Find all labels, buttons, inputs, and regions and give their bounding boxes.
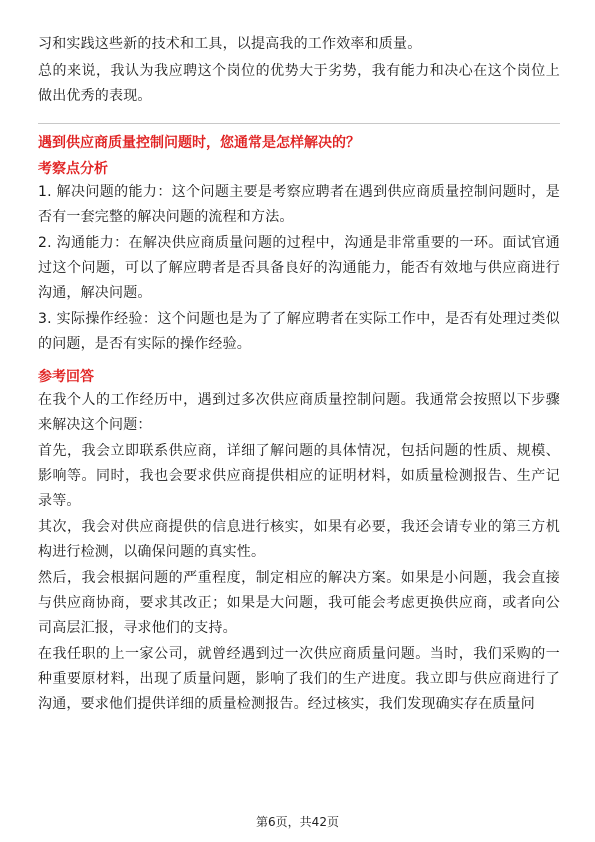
analysis-item: 2. 沟通能力：在解决供应商质量问题的过程中，沟通是非常重要的一环。面试官通过这个问题，可以了解应聘者是否具备良好的沟通能力，能否有效地与供应商进行沟通，解决问题。 (38, 235, 560, 301)
question-heading: 遇到供应商质量控制问题时，您通常是怎样解决的？ (38, 135, 360, 151)
section-divider (38, 123, 560, 124)
page-number: 第6页，共42页 (256, 815, 339, 829)
intro-paragraph: 总的来说，我认为我应聘这个岗位的优势大于劣势，我有能力和决心在这个岗位上做出优秀的表现。 (38, 63, 560, 104)
analysis-section (38, 180, 560, 357)
intro-paragraph: 习和实践这些新的技术和工具，以提高我的工作效率和质量。 (38, 36, 422, 52)
answer-paragraph: 在我任职的上一家公司，就曾经遇到过一次供应商质量问题。当时，我们采购的一种重要原材料，出现了质量问题，影响了我们的生产进度。我立即与供应商进行了沟通，要求他们提供详细的质量检测报告。经过核实，我们发现确实存在质量问 (38, 646, 560, 712)
analysis-item: 3. 实际操作经验：这个问题也是为了了解应聘者在实际工作中，是否有处理过类似的问题，是否有实际的操作经验。 (38, 311, 560, 352)
answer-paragraph: 在我个人的工作经历中，遇到过多次供应商质量控制问题。我通常会按照以下步骤来解决这个问题： (38, 392, 560, 433)
intro-section (38, 32, 560, 109)
answer-heading: 参考回答 (38, 369, 94, 385)
analysis-heading: 考察点分析 (38, 161, 108, 177)
answer-paragraph: 首先，我会立即联系供应商，详细了解问题的具体情况，包括问题的性质、规模、影响等。同时，我也会要求供应商提供相应的证明材料，如质量检测报告、生产记录等。 (38, 443, 560, 509)
answer-paragraph: 然后，我会根据问题的严重程度，制定相应的解决方案。如果是小问题，我会直接与供应商协商，要求其改正；如果是大问题，我可能会考虑更换供应商，或者向公司高层汇报，寻求他们的支持。 (38, 570, 560, 636)
answer-paragraph: 其次，我会对供应商提供的信息进行核实，如果有必要，我还会请专业的第三方机构进行检测，以确保问题的真实性。 (38, 519, 560, 560)
answer-section (38, 388, 560, 717)
page-content (38, 32, 560, 718)
analysis-item: 1. 解决问题的能力：这个问题主要是考察应聘者在遇到供应商质量控制问题时，是否有一套完整的解决问题的流程和方法。 (38, 184, 560, 225)
